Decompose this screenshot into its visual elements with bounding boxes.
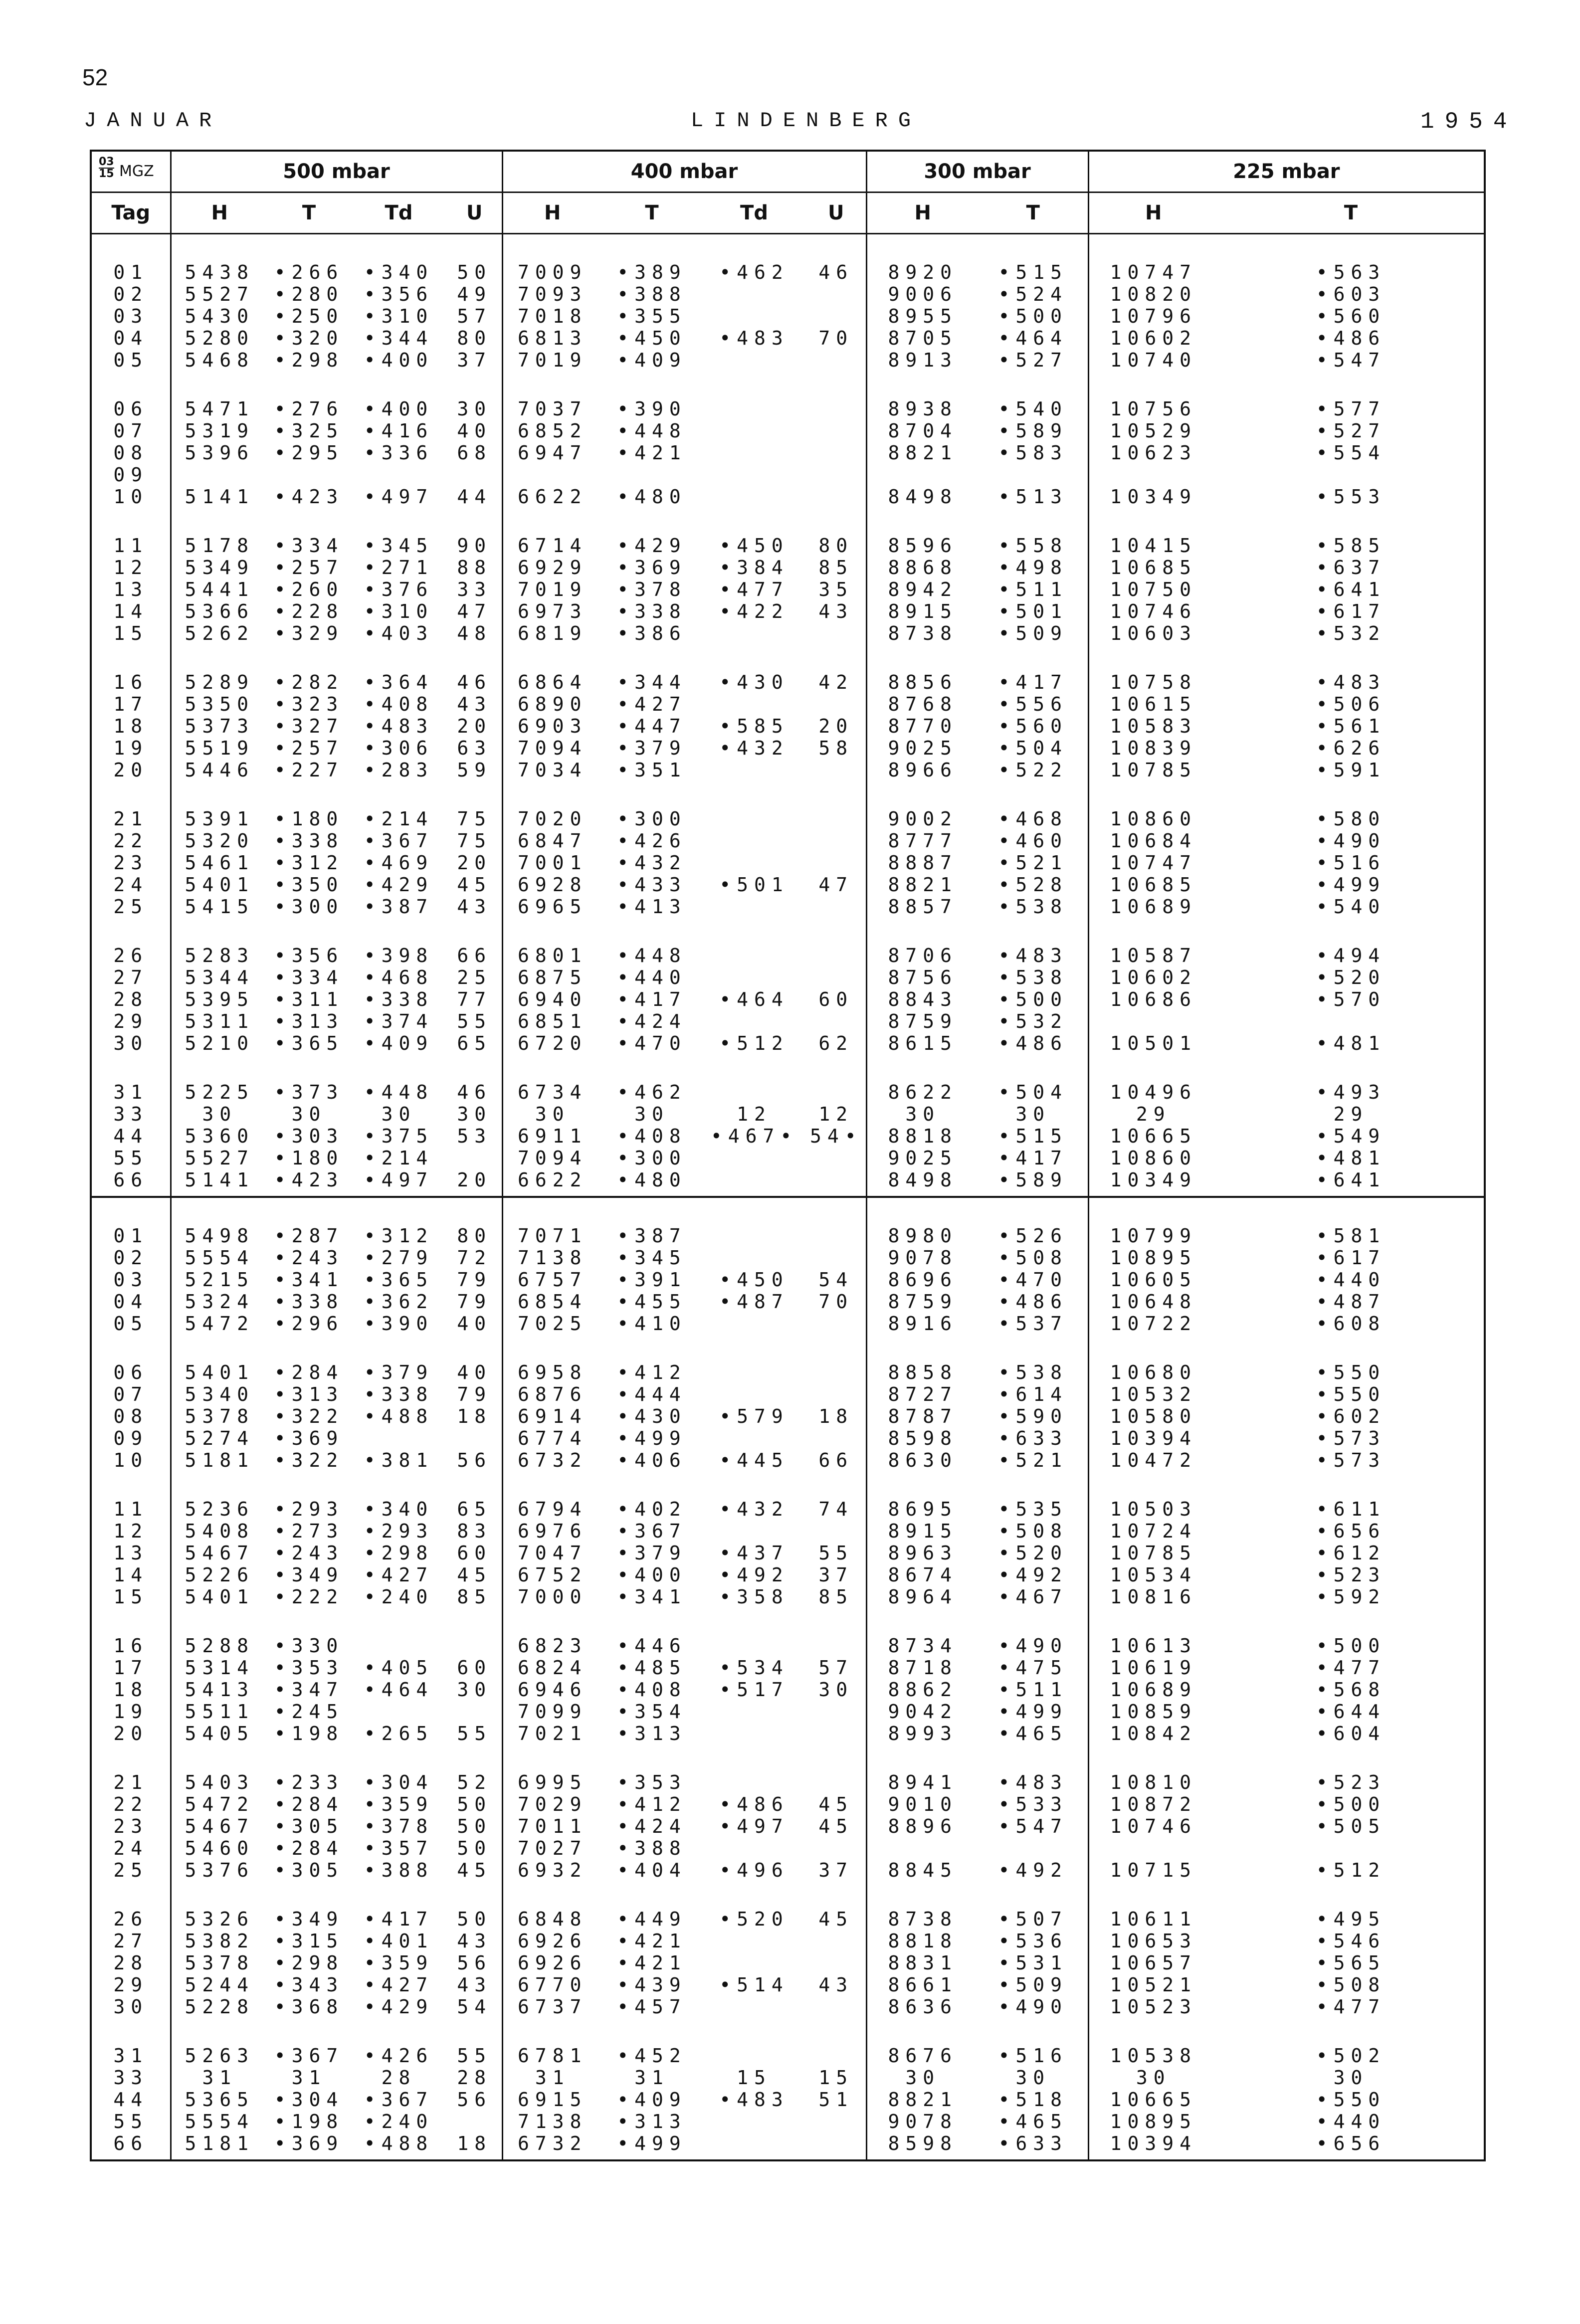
value-cell: 54 70 bbox=[806, 1197, 866, 1335]
value-cell: 9002 8777 8887 8821 8857 bbox=[866, 781, 979, 918]
value-cell: •580 •490 •516 •499 •540 bbox=[1316, 808, 1386, 918]
value-cell: 10587 10602 10686 10501 bbox=[1088, 918, 1218, 1054]
value-cell: 40 79 18 56 bbox=[457, 1361, 492, 1471]
table-body bbox=[91, 234, 1485, 2161]
value-cell: 10415 10685 10750 10746 10603 bbox=[1088, 508, 1218, 644]
value-cell: •585 •637 •641 •617 •532 bbox=[1316, 535, 1386, 644]
value-cell: •364 •408 •483 •306 •283 bbox=[364, 671, 434, 781]
value-cell: •180 •338 •312 •350 •300 bbox=[274, 808, 344, 918]
value-cell: •494 •520 •570 •481 bbox=[1316, 945, 1386, 1054]
value-cell: •462 30 •408 •300 •480 bbox=[617, 1081, 687, 1191]
value-cell: 6794 6976 7047 6752 7000 bbox=[502, 1471, 602, 1608]
value-cell: •493 29 •549 •481 •641 bbox=[1316, 1081, 1386, 1191]
value-cell: 8622 30 8818 9025 8498 bbox=[866, 1054, 979, 1197]
value-cell: 5236 5408 5467 5226 5401 bbox=[171, 1471, 268, 1608]
value-cell: 7009 7093 7018 6813 7019 bbox=[502, 234, 602, 372]
col-header: H bbox=[171, 193, 268, 234]
value-cell: 15 51 bbox=[818, 2067, 854, 2111]
value-cell: •312 •279 •365 •362 •390 bbox=[350, 1197, 447, 1335]
value-cell: 50 49 57 80 37 bbox=[457, 261, 492, 371]
value-cell: 60 30 55 bbox=[457, 1657, 492, 1744]
col-header: U bbox=[447, 193, 502, 234]
value-cell: 47 bbox=[818, 874, 854, 896]
table-row bbox=[91, 918, 1485, 1054]
table-row bbox=[91, 781, 1485, 918]
day-cell: 11 12 13 14 15 bbox=[113, 535, 149, 644]
value-cell: •464 •512 bbox=[719, 988, 789, 1054]
value-cell: 12 •467• bbox=[710, 1103, 798, 1147]
value-cell: •284 •313 •322 •369 •322 bbox=[274, 1361, 344, 1471]
value-cell: •402 •367 •379 •400 •341 bbox=[617, 1498, 687, 1608]
value-cell: 30 40 68 44 bbox=[457, 398, 492, 508]
value-cell: •579 •445 bbox=[719, 1405, 789, 1471]
value-cell: •373 30 •303 •180 •423 bbox=[274, 1081, 344, 1191]
col-header: T bbox=[1218, 193, 1485, 234]
value-cell: 12 54• bbox=[809, 1103, 862, 1147]
mgz-hour-top: 03 bbox=[99, 156, 114, 168]
value-cell: •367 31 •304 •198 •369 bbox=[274, 2045, 344, 2154]
value-cell: •412 •444 •430 •499 •406 bbox=[617, 1361, 687, 1471]
value-cell: 80 72 79 79 40 bbox=[447, 1197, 502, 1335]
value-cell: 10799 10895 10605 10648 10722 bbox=[1088, 1197, 1218, 1335]
table-row bbox=[91, 1608, 1485, 1744]
value-cell: 10611 10653 10657 10521 10523 bbox=[1088, 1881, 1218, 2018]
value-cell: •400 •416 •336 •497 bbox=[364, 398, 434, 508]
group-header-500: 500 mbar bbox=[171, 151, 502, 193]
value-cell: 10860 10684 10747 10685 10689 bbox=[1088, 781, 1218, 918]
value-cell: 6734 30 6911 7094 6622 bbox=[502, 1054, 602, 1197]
value-cell: •293 •273 •243 •349 •222 bbox=[274, 1498, 344, 1608]
value-cell: 55 28 56 18 bbox=[457, 2045, 492, 2154]
value-cell: 8941 9010 8896 8845 bbox=[866, 1744, 979, 1881]
value-cell: •483 •538 •500 •532 •486 bbox=[998, 945, 1068, 1054]
value-cell: 8858 8727 8787 8598 8630 bbox=[866, 1335, 979, 1471]
value-cell: •462 •483 bbox=[719, 261, 789, 349]
value-cell bbox=[702, 371, 806, 508]
value-cell: 10503 10724 10785 10534 10816 bbox=[1088, 1471, 1218, 1608]
value-cell: 80 85 35 43 bbox=[818, 535, 854, 622]
col-header: T bbox=[602, 193, 702, 234]
value-cell: •398 •468 •338 •374 •409 bbox=[364, 945, 434, 1054]
value-cell: 8920 9006 8955 8705 8913 bbox=[866, 234, 979, 372]
day-cell: 11 12 13 14 15 bbox=[113, 1498, 149, 1608]
value-cell: •502 30 •550 •440 •656 bbox=[1316, 2045, 1386, 2154]
value-cell: 10680 10532 10580 10394 10472 bbox=[1088, 1335, 1218, 1471]
value-cell: 42 20 58 bbox=[818, 671, 854, 759]
col-header: T bbox=[268, 193, 350, 234]
value-cell: 10747 10820 10796 10602 10740 bbox=[1088, 234, 1218, 372]
value-cell: 45 45 37 bbox=[818, 1793, 854, 1881]
value-cell: 10756 10529 10623 10349 bbox=[1088, 371, 1218, 508]
value-cell: •356 •334 •311 •313 •365 bbox=[274, 945, 344, 1054]
value-cell: 15 •483 bbox=[719, 2067, 789, 2111]
day-cell: 31 33 44 55 66 bbox=[113, 2045, 149, 2154]
value-cell: 5471 5319 5396 5141 bbox=[171, 371, 268, 508]
value-cell: •344 •427 •447 •379 •351 bbox=[617, 671, 687, 781]
value-cell: 8706 8756 8843 8759 8615 bbox=[866, 918, 979, 1054]
value-cell: 45 43 bbox=[818, 1908, 854, 1996]
col-header: Td bbox=[702, 193, 806, 234]
value-cell: •390 •448 •421 •480 bbox=[617, 398, 687, 508]
value-cell: •450 •487 bbox=[702, 1197, 806, 1335]
value-cell: •353 •412 •424 •388 •404 bbox=[617, 1771, 687, 1881]
value-cell: •483 •533 •547 •492 bbox=[998, 1771, 1068, 1881]
value-cell: 46 43 20 63 59 bbox=[457, 671, 492, 781]
value-cell: •540 •589 •583 •513 bbox=[998, 398, 1068, 508]
table-row bbox=[91, 371, 1485, 508]
value-cell: 5178 5349 5441 5366 5262 bbox=[171, 508, 268, 644]
value-cell bbox=[806, 371, 866, 508]
value-cell: •448 30 •375 •214 •497 bbox=[364, 1081, 434, 1191]
value-cell: 5498 5554 5215 5324 5472 bbox=[171, 1197, 268, 1335]
group-header-225: 225 mbar bbox=[1088, 151, 1485, 193]
value-cell: •405 •464 •265 bbox=[364, 1657, 434, 1744]
station-label: LINDENBERG bbox=[691, 109, 922, 133]
tag-header: Tag bbox=[91, 193, 171, 234]
day-cell: 21 22 23 24 25 bbox=[113, 808, 149, 918]
value-cell: 50 43 56 43 54 bbox=[457, 1908, 492, 2018]
value-cell: •577 •527 •554 •553 bbox=[1316, 398, 1386, 508]
mgz-label: MGZ bbox=[119, 163, 154, 180]
value-cell: 46 30 53 20 bbox=[457, 1081, 492, 1191]
table-row bbox=[91, 234, 1485, 372]
value-cell: 6823 6824 6946 7099 7021 bbox=[502, 1608, 602, 1744]
value-cell: •468 •460 •521 •528 •538 bbox=[998, 808, 1068, 918]
value-cell: 57 30 bbox=[818, 1657, 854, 1701]
value-cell: 90 88 33 47 48 bbox=[457, 535, 492, 644]
value-cell: 8734 8718 8862 9042 8993 bbox=[866, 1608, 979, 1744]
value-cell: •495 •546 •565 •508 •477 bbox=[1316, 1908, 1386, 2018]
day-cell: 01 02 03 04 05 bbox=[91, 1197, 171, 1335]
value-cell: •349 •315 •298 •343 •368 bbox=[274, 1908, 344, 2018]
table-row bbox=[91, 1881, 1485, 2018]
value-cell: •538 •614 •590 •633 •521 bbox=[998, 1361, 1068, 1471]
value-cell: •515 •524 •500 •464 •527 bbox=[998, 261, 1068, 371]
value-cell: •523 •500 •505 •512 bbox=[1316, 1771, 1386, 1881]
value-cell: •417 •556 •560 •504 •522 bbox=[998, 671, 1068, 781]
value-cell: •417 •401 •359 •427 •429 bbox=[364, 1908, 434, 2018]
col-header: H bbox=[866, 193, 979, 234]
value-cell: 5391 5320 5461 5401 5415 bbox=[171, 781, 268, 918]
value-cell: •581 •617 •440 •487 •608 bbox=[1218, 1197, 1485, 1335]
day-cell: 06 07 08 09 10 bbox=[113, 1361, 149, 1471]
value-cell: 5225 30 5360 5527 5141 bbox=[171, 1054, 268, 1197]
value-cell: 10496 29 10665 10860 10349 bbox=[1088, 1054, 1218, 1197]
value-cell: 5263 31 5365 5554 5181 bbox=[171, 2018, 268, 2160]
value-cell: 65 83 60 45 85 bbox=[457, 1498, 492, 1608]
day-cell: 06 07 08 09 10 bbox=[113, 398, 149, 508]
table-row bbox=[91, 508, 1485, 644]
value-cell: 6995 7029 7011 7027 6932 bbox=[502, 1744, 602, 1881]
value-cell: 6714 6929 7019 6973 6819 bbox=[502, 508, 602, 644]
mgz-hour-bottom: 15 bbox=[99, 168, 114, 180]
value-cell: 10538 30 10665 10895 10394 bbox=[1088, 2018, 1218, 2160]
value-cell: •535 •508 •520 •492 •467 bbox=[998, 1498, 1068, 1608]
value-cell: •446 •485 •408 •354 •313 bbox=[617, 1635, 687, 1744]
col-header: U bbox=[806, 193, 866, 234]
value-cell: •430 •585 •432 bbox=[719, 671, 789, 759]
value-cell: •526 •508 •470 •486 •537 bbox=[979, 1197, 1088, 1335]
value-cell: 8676 30 8821 9078 8598 bbox=[866, 2018, 979, 2160]
value-cell: •449 •421 •421 •439 •457 bbox=[617, 1908, 687, 2018]
value-cell: 66 25 77 55 65 bbox=[457, 945, 492, 1054]
table-row bbox=[91, 1744, 1485, 1881]
value-cell: •611 •656 •612 •523 •592 bbox=[1316, 1498, 1386, 1608]
value-cell: •483 •506 •561 •626 •591 bbox=[1316, 671, 1386, 781]
value-cell: •389 •388 •355 •450 •409 bbox=[617, 261, 687, 371]
col-header: H bbox=[502, 193, 602, 234]
value-cell: •490 •475 •511 •499 •465 bbox=[998, 1635, 1068, 1744]
value-cell: •340 •293 •298 •427 •240 bbox=[364, 1498, 434, 1608]
value-cell: •276 •325 •295 •423 bbox=[274, 398, 344, 508]
value-cell: 5288 5314 5413 5511 5405 bbox=[171, 1608, 268, 1744]
day-cell: 16 17 18 19 20 bbox=[113, 671, 149, 781]
day-cell: 21 22 23 24 25 bbox=[113, 1771, 149, 1881]
value-cell: •500 •477 •568 •644 •604 bbox=[1316, 1635, 1386, 1744]
value-cell: •214 •367 •469 •429 •387 bbox=[364, 808, 434, 918]
month-label: JANUAR bbox=[84, 109, 222, 133]
value-cell: 10758 10615 10583 10839 10785 bbox=[1088, 644, 1218, 781]
value-cell: 5401 5340 5378 5274 5181 bbox=[171, 1335, 268, 1471]
table-row bbox=[91, 1054, 1485, 1197]
value-cell: •520 •514 bbox=[719, 1908, 789, 1996]
col-header: Td bbox=[350, 193, 447, 234]
value-cell: 6864 6890 6903 7094 7034 bbox=[502, 644, 602, 781]
sounding-table bbox=[90, 150, 1486, 2161]
value-cell: •387 •345 •391 •455 •410 bbox=[602, 1197, 702, 1335]
value-cell: •334 •257 •260 •228 •329 bbox=[274, 535, 344, 644]
day-cell: 26 27 28 29 30 bbox=[113, 1908, 149, 2018]
value-cell: •426 28 •367 •240 •488 bbox=[364, 2045, 434, 2154]
day-cell: 31 33 44 55 66 bbox=[113, 1081, 149, 1191]
value-cell: •287 •243 •341 •338 •296 bbox=[268, 1197, 350, 1335]
value-cell: •450 •384 •477 •422 bbox=[719, 535, 789, 622]
value-cell: 5438 5527 5430 5280 5468 bbox=[171, 234, 268, 372]
table-row bbox=[91, 2018, 1485, 2160]
value-cell: •563 •603 •560 •486 •547 bbox=[1316, 261, 1386, 371]
value-cell: 18 66 bbox=[818, 1405, 854, 1471]
value-cell: 7020 6847 7001 6928 6965 bbox=[502, 781, 602, 918]
value-cell: •429 •369 •378 •338 •386 bbox=[617, 535, 687, 644]
value-cell: •282 •323 •327 •257 •227 bbox=[274, 671, 344, 781]
value-cell: •550 •550 •602 •573 •573 bbox=[1316, 1361, 1386, 1471]
value-cell: •558 •498 •511 •501 •509 bbox=[998, 535, 1068, 644]
col-header: H bbox=[1088, 193, 1218, 234]
value-cell: 6801 6875 6940 6851 6720 bbox=[502, 918, 602, 1054]
table-row bbox=[91, 1335, 1485, 1471]
value-cell: 74 55 37 85 bbox=[818, 1498, 854, 1608]
value-cell: 75 75 20 45 43 bbox=[457, 808, 492, 918]
group-header-400: 400 mbar bbox=[502, 151, 866, 193]
page-number: 52 bbox=[82, 64, 108, 90]
value-cell: 10810 10872 10746 10715 bbox=[1088, 1744, 1218, 1881]
value-cell: 5403 5472 5467 5460 5376 bbox=[171, 1744, 268, 1881]
year-label: 1954 bbox=[1420, 109, 1518, 135]
value-cell: 8695 8915 8963 8674 8964 bbox=[866, 1471, 979, 1608]
day-cell: 26 27 28 29 30 bbox=[113, 945, 149, 1054]
value-cell: •233 •284 •305 •284 •305 bbox=[274, 1771, 344, 1881]
group-header-300: 300 mbar bbox=[866, 151, 1088, 193]
value-cell: 5326 5382 5378 5244 5228 bbox=[171, 1881, 268, 2018]
value-cell: 5283 5344 5395 5311 5210 bbox=[171, 918, 268, 1054]
value-cell: •504 30 •515 •417 •589 bbox=[998, 1081, 1068, 1191]
value-cell: •501 bbox=[719, 874, 789, 896]
value-cell: 60 62 bbox=[818, 988, 854, 1054]
value-cell: •507 •536 •531 •509 •490 bbox=[998, 1908, 1068, 2018]
table-row bbox=[91, 644, 1485, 781]
value-cell: 6848 6926 6926 6770 6737 bbox=[502, 1881, 602, 2018]
value-cell: 10613 10619 10689 10859 10842 bbox=[1088, 1608, 1218, 1744]
value-cell: •534 •517 bbox=[719, 1657, 789, 1701]
value-cell: •448 •440 •417 •424 •470 bbox=[617, 945, 687, 1054]
value-cell: 8856 8768 8770 9025 8966 bbox=[866, 644, 979, 781]
value-cell: 46 70 bbox=[818, 261, 854, 349]
value-cell: •340 •356 •310 •344 •400 bbox=[364, 261, 434, 371]
value-cell: •300 •426 •432 •433 •413 bbox=[617, 808, 687, 918]
value-cell: •330 •353 •347 •245 •198 bbox=[274, 1635, 344, 1744]
value-cell: •345 •271 •376 •310 •403 bbox=[364, 535, 434, 644]
value-cell: •516 30 •518 •465 •633 bbox=[998, 2045, 1068, 2154]
table-row bbox=[91, 1471, 1485, 1608]
value-cell: •432 •437 •492 •358 bbox=[719, 1498, 789, 1608]
value-cell: 5289 5350 5373 5519 5446 bbox=[171, 644, 268, 781]
value-cell: •379 •338 •488 •381 bbox=[364, 1361, 434, 1471]
value-cell: 6781 31 6915 7138 6732 bbox=[502, 2018, 602, 2160]
value-cell: •486 •497 •496 bbox=[719, 1793, 789, 1881]
mgz-header bbox=[91, 151, 171, 193]
value-cell: 52 50 50 50 45 bbox=[457, 1771, 492, 1881]
value-cell: 8596 8868 8942 8915 8738 bbox=[866, 508, 979, 644]
day-cell: 01 02 03 04 05 bbox=[113, 261, 149, 371]
value-cell: 6958 6876 6914 6774 6732 bbox=[502, 1335, 602, 1471]
value-cell: 7071 7138 6757 6854 7025 bbox=[502, 1197, 602, 1335]
value-cell: •266 •280 •250 •320 •298 bbox=[274, 261, 344, 371]
value-cell: •304 •359 •378 •357 •388 bbox=[364, 1771, 434, 1881]
value-cell: 8980 9078 8696 8759 8916 bbox=[866, 1197, 979, 1335]
table-row bbox=[91, 1197, 1485, 1335]
value-cell: 8938 8704 8821 8498 bbox=[866, 371, 979, 508]
col-header: T bbox=[979, 193, 1088, 234]
day-cell: 16 17 18 19 20 bbox=[113, 1635, 149, 1744]
value-cell: •452 31 •409 •313 •499 bbox=[617, 2045, 687, 2154]
value-cell: 7037 6852 6947 6622 bbox=[502, 371, 602, 508]
value-cell: 8738 8818 8831 8661 8636 bbox=[866, 1881, 979, 2018]
